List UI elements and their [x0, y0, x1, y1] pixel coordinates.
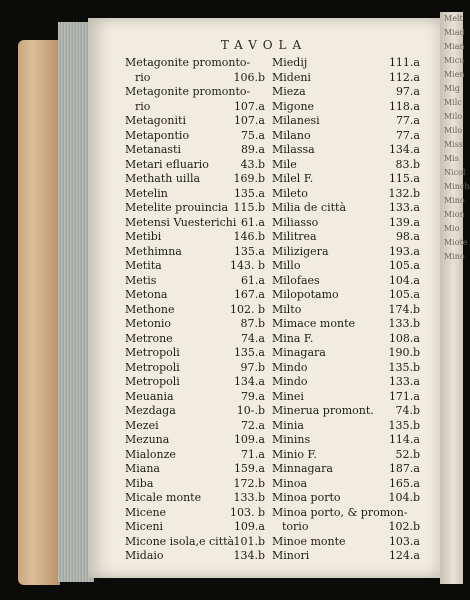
entry-name: Millo	[272, 259, 301, 272]
index-entry	[125, 549, 265, 564]
entry-name: Metelin	[125, 186, 168, 200]
entry-page-ref: 135.a	[233, 186, 265, 200]
facing-page-fragment: Mian	[444, 42, 465, 51]
index-entry	[272, 448, 420, 463]
entry-name: Metagonite promonto-	[125, 85, 251, 98]
entry-name: Minoa porto	[272, 491, 341, 504]
index-entry	[272, 419, 420, 434]
entry-name: Minnagara	[272, 462, 333, 475]
index-column-left	[125, 56, 265, 564]
entry-name: Micone isola,e città	[125, 534, 235, 548]
index-entry	[125, 100, 265, 115]
entry-page-ref: 165.a	[388, 476, 420, 490]
index-entry	[125, 71, 265, 86]
entry-page-ref: 172.b	[233, 476, 265, 490]
facing-page-fragment: Micu	[444, 56, 465, 65]
entry-page-ref: 124.a	[388, 549, 420, 562]
facing-page-fragment: Mien	[444, 70, 465, 79]
entry-name: Metagoniti	[125, 114, 186, 127]
index-entry	[125, 274, 265, 289]
index-entry	[272, 375, 420, 390]
entry-page-ref: 159.a	[233, 462, 265, 475]
index-entry	[125, 143, 265, 158]
entry-page-ref: 77.a	[395, 128, 420, 142]
index-entry	[272, 201, 420, 216]
index-entry	[272, 85, 420, 100]
entry-name: Minoa	[272, 476, 308, 490]
index-column-right	[272, 56, 420, 564]
entry-name: Minia	[272, 418, 304, 432]
entry-name: Milanesi	[272, 114, 320, 127]
entry-page-ref: 106.b	[233, 70, 265, 84]
entry-name: Metibi	[125, 230, 162, 243]
entry-page-ref: 115.a	[388, 172, 420, 185]
entry-name: Milopotamo	[272, 288, 339, 301]
entry-page-ref: 187.a	[388, 462, 420, 475]
entry-name: Mindo	[272, 360, 308, 374]
entry-name: Metensi Vuesterichi	[125, 215, 237, 229]
entry-page-ref: 61.a	[240, 273, 265, 287]
index-entry	[272, 317, 420, 332]
index-entry	[125, 216, 265, 231]
entry-name: Mideni	[272, 70, 311, 84]
entry-name: Minoe monte	[272, 534, 346, 548]
index-entry	[125, 346, 265, 361]
entry-page-ref: 102.b	[388, 520, 420, 533]
entry-name: Milizigera	[272, 244, 329, 258]
entry-page-ref: 74.a	[240, 331, 265, 345]
index-entry	[125, 158, 265, 173]
entry-name: Migone	[272, 99, 315, 113]
entry-page-ref: 146.b	[233, 230, 265, 243]
index-entry	[125, 201, 265, 216]
entry-page-ref: 77.a	[395, 114, 420, 127]
index-entry	[125, 85, 265, 100]
index-entry	[272, 216, 420, 231]
index-entry	[272, 535, 420, 550]
entry-page-ref: 87.b	[240, 317, 265, 330]
entry-name: Milassa	[272, 143, 315, 156]
index-entry	[272, 506, 420, 521]
index-entry	[125, 462, 265, 477]
entry-name: Milano	[272, 128, 311, 142]
entry-page-ref: 135.b	[388, 418, 420, 432]
entry-page-ref: 79.a	[240, 389, 265, 403]
entry-page-ref: 132.b	[388, 186, 420, 200]
entry-page-ref: 98.a	[395, 230, 420, 243]
entry-page-ref: 112.a	[388, 70, 420, 84]
entry-page-ref: 10-.b	[236, 404, 265, 417]
entry-name: Minei	[272, 389, 304, 403]
entry-page-ref: 104.a	[388, 273, 420, 287]
entry-page-ref: 109.a	[233, 433, 265, 446]
index-entry	[125, 332, 265, 347]
facing-page-fragment: Mis	[444, 154, 459, 163]
index-entry	[125, 245, 265, 260]
facing-page-fragment: Mino	[444, 196, 465, 205]
page-title: TAVOLA	[220, 38, 308, 52]
entry-page-ref: 111.a	[388, 56, 420, 69]
entry-name: Miba	[125, 476, 154, 490]
entry-name: Mezuna	[125, 433, 170, 446]
entry-name: Miliasso	[272, 215, 319, 229]
entry-name: Mimace monte	[272, 317, 356, 330]
index-entry	[272, 172, 420, 187]
entry-page-ref: 134.a	[233, 375, 265, 388]
entry-name: Methimna	[125, 244, 182, 258]
entry-page-ref: 190.b	[388, 346, 420, 359]
entry-name: Mezdaga	[125, 404, 176, 417]
entry-name: Methath uilla	[125, 172, 201, 185]
index-entry	[125, 491, 265, 506]
facing-page-fragment: Milc	[444, 98, 462, 107]
entry-page-ref: 133.b	[388, 317, 420, 330]
entry-name: Mieza	[272, 85, 306, 98]
entry-page-ref: 75.a	[240, 128, 265, 142]
entry-name: Meuania	[125, 389, 174, 403]
index-entry	[272, 100, 420, 115]
entry-page-ref: 102. b	[229, 302, 265, 316]
index-entry	[125, 361, 265, 376]
entry-name: Metapontio	[125, 128, 190, 142]
entry-page-ref: 105.a	[388, 259, 420, 272]
book-cover-edge	[18, 40, 60, 585]
entry-name: Minagara	[272, 346, 326, 359]
entry-page-ref: 97.b	[240, 360, 265, 374]
entry-name: Mialonze	[125, 447, 176, 461]
entry-name: Metonio	[125, 317, 172, 330]
index-entry	[272, 71, 420, 86]
index-entry	[125, 477, 265, 492]
index-entry	[125, 288, 265, 303]
entry-page-ref: 105.a	[388, 288, 420, 301]
entry-page-ref: 97.a	[395, 85, 420, 98]
index-entry	[272, 56, 420, 71]
entry-name: Metita	[125, 259, 162, 272]
entry-page-ref: 134.a	[388, 143, 420, 156]
facing-page-fragment: Minch	[444, 182, 470, 191]
index-entry	[125, 506, 265, 521]
entry-page-ref: 115.b	[233, 201, 265, 214]
entry-page-ref: 107.a	[233, 99, 265, 113]
index-entry	[125, 520, 265, 535]
entry-name: Miceni	[125, 520, 164, 533]
index-entry	[272, 332, 420, 347]
entry-page-ref: 135.b	[388, 360, 420, 374]
entry-page-ref: 133.b	[233, 491, 265, 504]
entry-page-ref: 114.a	[388, 433, 420, 446]
index-entry	[272, 549, 420, 564]
index-entry	[272, 259, 420, 274]
entry-page-ref: 101.b	[233, 534, 265, 548]
index-entry	[125, 433, 265, 448]
entry-name: Mezei	[125, 418, 159, 432]
index-entry	[125, 390, 265, 405]
entry-page-ref: 43.b	[240, 157, 265, 171]
entry-name: Metropoli	[125, 360, 180, 374]
entry-name: Midaio	[125, 549, 164, 562]
entry-page-ref: 171.a	[388, 389, 420, 403]
entry-name: Metanasti	[125, 143, 181, 156]
facing-page-fragment: Mig	[444, 84, 460, 93]
entry-name: Micale monte	[125, 491, 202, 504]
index-entry	[272, 143, 420, 158]
facing-page-fragment: Mio	[444, 224, 460, 233]
entry-name: Minins	[272, 433, 311, 446]
entry-name: Metari efluario	[125, 157, 209, 171]
entry-name: Minoa porto, & promon-	[272, 505, 408, 519]
index-entry	[272, 390, 420, 405]
entry-page-ref: 104.b	[388, 491, 420, 504]
entry-name: torio	[282, 520, 309, 533]
entry-name: Militrea	[272, 230, 317, 243]
entry-page-ref: 89.a	[240, 143, 265, 156]
entry-name: Methone	[125, 302, 175, 316]
entry-name: Minori	[272, 549, 310, 562]
entry-page-ref: 103.a	[388, 534, 420, 548]
index-entry	[272, 404, 420, 419]
index-entry	[125, 303, 265, 318]
index-entry	[272, 491, 420, 506]
entry-name: Mindo	[272, 375, 308, 388]
entry-page-ref: 174.b	[388, 302, 420, 316]
facing-page-fragment: Miad	[444, 28, 465, 37]
entry-page-ref: 133.a	[388, 201, 420, 214]
entry-page-ref: 61.a	[240, 215, 265, 229]
facing-page-fragment: Mino	[444, 252, 465, 261]
index-entry	[125, 172, 265, 187]
entry-page-ref: 83.b	[395, 157, 420, 171]
index-entry	[272, 187, 420, 202]
index-entry	[125, 56, 265, 71]
index-entry	[272, 288, 420, 303]
entry-name: Metropoli	[125, 375, 180, 388]
entry-name: rio	[135, 70, 151, 84]
entry-page-ref: 107.a	[233, 114, 265, 127]
index-entry	[272, 477, 420, 492]
facing-page-fragment: Milo	[444, 126, 463, 135]
entry-name: Mile	[272, 157, 297, 171]
entry-page-ref: 135.a	[233, 244, 265, 258]
entry-page-ref: 109.a	[233, 520, 265, 533]
index-entry	[125, 129, 265, 144]
entry-name: Metona	[125, 288, 168, 301]
index-entry	[125, 375, 265, 390]
entry-page-ref: 74.b	[395, 404, 420, 417]
entry-name: Milofaes	[272, 273, 320, 287]
facing-page-edge	[440, 12, 470, 584]
entry-page-ref: 139.a	[388, 215, 420, 229]
index-entry	[125, 404, 265, 419]
entry-name: Metis	[125, 273, 157, 287]
entry-page-ref: 71.a	[240, 447, 265, 461]
facing-page-fragment: Milo	[444, 112, 463, 121]
entry-page-ref: 52.b	[395, 447, 420, 461]
entry-page-ref: 118.a	[388, 99, 420, 113]
entry-page-ref: 108.a	[388, 331, 420, 345]
index-entry	[272, 158, 420, 173]
entry-name: Milia de città	[272, 201, 346, 214]
entry-name: Miana	[125, 462, 160, 475]
entry-name: Metrone	[125, 331, 173, 345]
index-entry	[125, 259, 265, 274]
entry-name: Metagonite promonto-	[125, 56, 251, 69]
index-entry	[272, 129, 420, 144]
entry-page-ref: 134.b	[233, 549, 265, 562]
facing-page-fragment: Nicol	[444, 168, 466, 177]
entry-page-ref: 167.a	[233, 288, 265, 301]
index-entry	[272, 346, 420, 361]
entry-name: Milto	[272, 302, 302, 316]
entry-name: Milel F.	[272, 172, 314, 185]
entry-page-ref: 103. b	[229, 505, 265, 519]
entry-name: Micene	[125, 505, 167, 519]
index-entry	[125, 535, 265, 550]
entry-name: Minerua promont.	[272, 404, 374, 417]
index-entry	[272, 361, 420, 376]
entry-name: Miedij	[272, 56, 308, 69]
index-entry	[125, 230, 265, 245]
index-entry	[272, 433, 420, 448]
entry-name: rio	[135, 99, 151, 113]
entry-page-ref: 143. b	[229, 259, 265, 272]
index-entry	[272, 274, 420, 289]
entry-name: Mileto	[272, 186, 308, 200]
index-entry	[272, 462, 420, 477]
entry-name: Metelite prouincia	[125, 201, 229, 214]
entry-page-ref: 169.b	[233, 172, 265, 185]
index-entry	[125, 448, 265, 463]
index-entry	[125, 187, 265, 202]
index-entry	[125, 317, 265, 332]
entry-page-ref: 193.a	[388, 244, 420, 258]
facing-page-fragment: Miote	[444, 238, 468, 247]
entry-name: Mina F.	[272, 331, 314, 345]
entry-page-ref: 72.a	[240, 418, 265, 432]
facing-page-fragment: Miss	[444, 140, 463, 149]
facing-page-fragment: Melt	[444, 14, 463, 23]
index-entry	[272, 114, 420, 129]
index-entry	[272, 245, 420, 260]
index-entry	[272, 303, 420, 318]
index-entry	[125, 114, 265, 129]
facing-page-fragment: Mion	[444, 210, 465, 219]
entry-name: Metropoli	[125, 346, 180, 359]
entry-page-ref: 135.a	[233, 346, 265, 359]
index-entry	[272, 520, 420, 535]
index-entry	[272, 230, 420, 245]
entry-name: Minio F.	[272, 447, 317, 461]
entry-page-ref: 133.a	[388, 375, 420, 388]
index-entry	[125, 419, 265, 434]
